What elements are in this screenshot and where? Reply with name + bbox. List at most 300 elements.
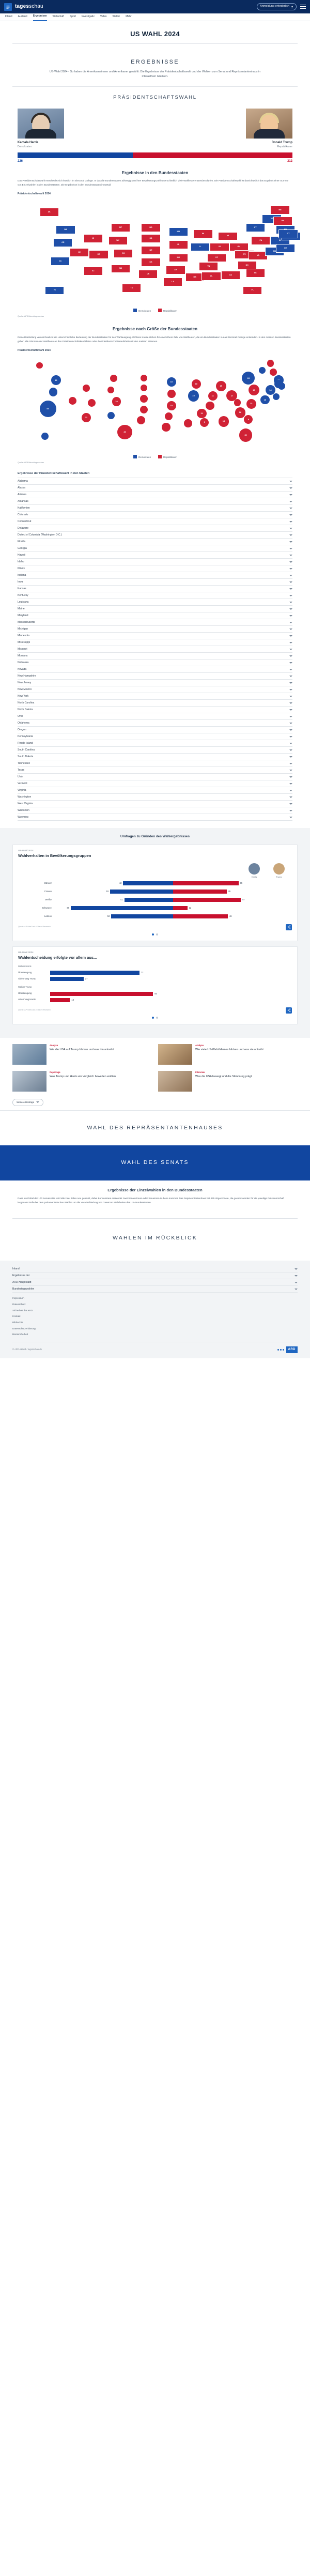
- map-bubble-ny[interactable]: 28: [242, 372, 255, 385]
- state-accordion-label: Washington: [18, 795, 32, 799]
- teaser-item[interactable]: [158, 1044, 298, 1065]
- poll-bar-row: [18, 880, 292, 887]
- card1-carousel-dots[interactable]: [18, 933, 292, 936]
- map-bubble-ms[interactable]: [184, 419, 192, 427]
- footer-link[interactable]: Barrierefreiheit: [12, 1333, 28, 1336]
- poll-bar-row: [18, 991, 292, 997]
- map-bubble-de[interactable]: [273, 393, 280, 400]
- map-bubble-az[interactable]: 11: [82, 413, 91, 422]
- state-accordion-item[interactable]: [18, 814, 292, 821]
- page-title: US WAHL 2024: [130, 30, 180, 38]
- state-accordion-label: Kalifornien: [18, 506, 30, 510]
- map-state-oh[interactable]: OH: [229, 243, 249, 252]
- card2-group2-rows: [18, 991, 292, 1003]
- map-state-mt[interactable]: MT: [111, 223, 130, 232]
- page-title-block: [0, 21, 310, 49]
- map-bubble-nc[interactable]: 16: [235, 407, 246, 418]
- map-state-ga[interactable]: GA: [221, 271, 240, 280]
- map-state-ms[interactable]: MS: [185, 273, 205, 282]
- teaser-thumbnail: [12, 1044, 47, 1065]
- map1-caption: Präsidentschaftswahl 2024: [18, 192, 51, 196]
- chevron-down-icon: [289, 676, 292, 677]
- map-bubble-hi[interactable]: [41, 433, 49, 440]
- teaser-row: [12, 1071, 298, 1092]
- map-state-wa[interactable]: WA: [56, 225, 75, 234]
- top-bar-right: [257, 3, 306, 10]
- map-bubble-sc[interactable]: 9: [244, 415, 253, 424]
- state-accordion-label: Minnesota: [18, 634, 30, 637]
- map-state-nh[interactable]: NH: [273, 217, 292, 225]
- nav-item-sport[interactable]: Sport: [69, 15, 76, 19]
- poll-bar-dem: [71, 906, 173, 910]
- chevron-down-icon: [289, 534, 292, 536]
- map-state-wv[interactable]: WV: [235, 250, 254, 259]
- state-accordion-item[interactable]: [18, 673, 292, 680]
- state-accordion-item[interactable]: [18, 572, 292, 579]
- senate-section-heading: WAHL DES SENATS: [0, 1145, 310, 1180]
- map-bubble-mi[interactable]: 15: [216, 381, 226, 391]
- footer-accordion-item[interactable]: [12, 1272, 298, 1279]
- poll-row-label: Latinos: [44, 915, 52, 918]
- state-accordion-item[interactable]: [18, 713, 292, 720]
- footer-link[interactable]: Sicherheit der ARD: [12, 1309, 33, 1312]
- map-bubble-pa[interactable]: 19: [249, 385, 260, 396]
- state-accordion-label: Utah: [18, 775, 23, 778]
- map-section-states: [0, 164, 310, 320]
- states-accordion: [18, 478, 292, 821]
- poll-value-dem: 42: [119, 882, 122, 885]
- state-accordion-item[interactable]: [18, 606, 292, 612]
- poll-bar-rep: [173, 914, 228, 918]
- candidate-name: Donald Trump: [271, 141, 292, 144]
- state-accordion-label: Colorado: [18, 513, 28, 516]
- map-state-ak[interactable]: AK: [40, 208, 59, 217]
- chevron-down-icon: [289, 608, 292, 610]
- state-accordion-item[interactable]: [18, 680, 292, 686]
- teaser-title: Was die USA bewegt und die Stimmung prägt: [195, 1075, 252, 1078]
- map-bubble-nm[interactable]: [107, 412, 115, 420]
- card2-group1-rows: [18, 970, 292, 982]
- state-accordion-item[interactable]: [18, 794, 292, 801]
- state-accordion-label: Nebraska: [18, 661, 29, 664]
- footer-link[interactable]: Datenschutzerklärung: [12, 1327, 36, 1330]
- ard-logo[interactable]: [277, 1346, 298, 1353]
- column-head-harris: Harris: [247, 863, 261, 879]
- teaser-item[interactable]: [12, 1044, 152, 1065]
- chevron-down-icon: [289, 682, 292, 684]
- map-state-ia[interactable]: IA: [169, 240, 188, 249]
- poll-bar-row: [18, 997, 292, 1003]
- chevron-down-icon: [289, 555, 292, 556]
- candidate-name: Kamala Harris: [18, 141, 39, 144]
- house-section-heading: WAHL DES REPRÄSENTANTENHAUSES: [0, 1110, 310, 1145]
- state-accordion-label: Iowa: [18, 580, 23, 584]
- map-state-md[interactable]: MD: [265, 247, 284, 256]
- map-bubble-sd[interactable]: [141, 385, 147, 391]
- state-accordion-item[interactable]: [18, 754, 292, 760]
- footer-link[interactable]: Datenschutz: [12, 1302, 26, 1306]
- legend-dem: Demokraten: [133, 455, 151, 459]
- state-accordion-item[interactable]: [18, 653, 292, 660]
- map1-source: Quelle: AP/Edison/tagesschau: [18, 315, 44, 317]
- map-state-vt[interactable]: VT: [262, 214, 281, 223]
- login-pill[interactable]: [257, 3, 297, 10]
- map-state-il[interactable]: IL: [191, 243, 210, 252]
- state-accordion-item[interactable]: [18, 639, 292, 646]
- map-state-ar[interactable]: AR: [166, 266, 185, 274]
- electoral-bar: [18, 152, 292, 158]
- map-bubble-ut[interactable]: [88, 399, 96, 407]
- state-accordion-item[interactable]: [18, 633, 292, 639]
- poll-value-rep: 46: [229, 915, 232, 918]
- state-accordion-item[interactable]: [18, 801, 292, 807]
- chevron-down-icon: [289, 817, 292, 818]
- state-accordion-item[interactable]: [18, 780, 292, 787]
- state-accordion-item[interactable]: [18, 559, 292, 565]
- map-state-mi[interactable]: MI: [218, 232, 237, 241]
- state-accordion-item[interactable]: [18, 532, 292, 539]
- map-state-wy[interactable]: WY: [109, 236, 128, 245]
- chevron-down-icon: [289, 615, 292, 617]
- map-state-or[interactable]: OR: [53, 238, 72, 247]
- state-accordion-label: Connecticut: [18, 519, 32, 523]
- chevron-down-icon: [289, 790, 292, 791]
- nav-item-wirtschaft[interactable]: Wirtschaft: [52, 15, 64, 19]
- presidential-heading: PRÄSIDENTSCHAFTSWAHL: [113, 95, 197, 101]
- map-state-ca[interactable]: CA: [51, 257, 70, 266]
- map-state-ne[interactable]: NE: [141, 246, 160, 255]
- map-bubble-mt[interactable]: [110, 375, 117, 382]
- nav-item-mehr[interactable]: Mehr: [126, 15, 132, 19]
- map-bubble-ne[interactable]: [140, 395, 148, 403]
- map-bubble-tx[interactable]: 40: [117, 425, 132, 440]
- state-accordion-item[interactable]: [18, 525, 292, 532]
- share-icon[interactable]: [286, 924, 292, 930]
- chevron-down-icon: [289, 575, 292, 576]
- poll-bar-dem: [125, 898, 173, 902]
- map-state-wi[interactable]: WI: [193, 229, 212, 238]
- card2-footer: [18, 1007, 292, 1014]
- map-bubble-md[interactable]: 10: [260, 395, 270, 405]
- chevron-down-icon: [289, 696, 292, 697]
- chevron-down-icon: [289, 770, 292, 771]
- title-divider: [12, 43, 298, 44]
- state-accordion-item[interactable]: [18, 612, 292, 619]
- nav-item-investigativ[interactable]: Investigativ: [81, 15, 95, 19]
- chevron-down-icon: [289, 602, 292, 603]
- map-bubble-ca[interactable]: 54: [40, 401, 56, 417]
- state-accordion-item[interactable]: [18, 478, 292, 485]
- state-accordion-label: Louisiana: [18, 600, 29, 604]
- state-accordion-label: Nevada: [18, 667, 27, 671]
- state-accordion-item[interactable]: [18, 518, 292, 525]
- state-accordion-label: District of Columbia (Washington D.C.): [18, 533, 62, 536]
- results-heading: ERGEBNISSE: [131, 58, 179, 65]
- footer-item-label: Inland: [12, 1267, 20, 1270]
- map-state-nm[interactable]: NM: [111, 265, 130, 273]
- chevron-down-icon: [289, 595, 292, 596]
- nav-item-inland[interactable]: Inland: [5, 15, 12, 19]
- state-accordion-item[interactable]: [18, 747, 292, 754]
- state-accordion-item[interactable]: [18, 693, 292, 700]
- state-accordion-item[interactable]: [18, 660, 292, 666]
- state-accordion-item[interactable]: [18, 545, 292, 552]
- state-accordion-item[interactable]: [18, 720, 292, 727]
- footer-link[interactable]: Bildrechte: [12, 1321, 23, 1324]
- map-bubble-ks[interactable]: [140, 406, 148, 413]
- nav-item-wetter[interactable]: Wetter: [112, 15, 120, 19]
- map-bubble-il[interactable]: 19: [188, 390, 199, 402]
- map2-source: Quelle: AP/Edison/tagesschau: [18, 461, 44, 464]
- state-accordion-label: Wyoming: [18, 815, 28, 819]
- poll-value-dem: 86: [67, 907, 70, 910]
- map-bubble-ok[interactable]: [137, 416, 145, 424]
- poll-bar-dem: [123, 881, 173, 885]
- teaser-kicker: Interview: [195, 1070, 205, 1074]
- map-state-la[interactable]: LA: [163, 278, 182, 286]
- map-state-nv[interactable]: NV: [70, 248, 89, 257]
- state-accordion-item[interactable]: [18, 727, 292, 733]
- map-state-ks[interactable]: KS: [141, 258, 160, 267]
- footer-accordion-item[interactable]: [12, 1286, 298, 1293]
- state-accordion-item[interactable]: [18, 492, 292, 498]
- map-state-ok[interactable]: OK: [138, 270, 158, 279]
- nav-item-ausland[interactable]: Ausland: [18, 15, 27, 19]
- map2-heading: Ergebnisse nach Größe der Bundesstaaten: [112, 327, 198, 332]
- hamburger-menu-icon[interactable]: [300, 5, 306, 9]
- state-accordion-item[interactable]: [18, 700, 292, 707]
- chevron-down-icon: [289, 588, 292, 590]
- state-accordion-item[interactable]: [18, 505, 292, 512]
- us-bubble-map[interactable]: [18, 354, 292, 452]
- map-bubble-wa[interactable]: 12: [51, 375, 61, 385]
- chevron-down-icon: [289, 796, 292, 798]
- map-bubble-ky[interactable]: [206, 402, 214, 410]
- state-accordion-item[interactable]: [18, 686, 292, 693]
- map-state-sc[interactable]: SC: [246, 269, 265, 278]
- map-bubble-nh[interactable]: [270, 369, 277, 376]
- legend-rep: Republikaner: [158, 309, 177, 313]
- chevron-down-icon: [289, 568, 292, 570]
- state-accordion-item[interactable]: [18, 599, 292, 606]
- map-state-nd[interactable]: ND: [141, 223, 160, 232]
- more-articles-button[interactable]: [12, 1099, 43, 1107]
- state-accordion-label: Alabama: [18, 479, 28, 483]
- chevron-down-icon: [289, 689, 292, 691]
- card2-source: Quelle: AP VoteCast / Edison Research: [18, 1008, 51, 1011]
- state-accordion-item[interactable]: [18, 707, 292, 713]
- us-states-map[interactable]: [18, 197, 292, 305]
- state-accordion-item[interactable]: [18, 592, 292, 599]
- tagesschau-logo-icon[interactable]: [4, 3, 12, 11]
- map-state-mn[interactable]: MN: [169, 227, 188, 236]
- map-state-va[interactable]: VA: [249, 251, 268, 260]
- electoral-bar-dem: [18, 152, 133, 158]
- poll-row-label: Schwarze: [41, 907, 52, 910]
- state-accordion-item[interactable]: [18, 787, 292, 794]
- map-state-co[interactable]: CO: [114, 249, 133, 258]
- footer-item-label: ARD-Hauptstadt: [12, 1280, 32, 1284]
- footer-accordion-item[interactable]: [12, 1279, 298, 1286]
- state-accordion-label: Massachusetts: [18, 620, 35, 624]
- poll-value: 72: [141, 971, 144, 974]
- map-bubble-wi[interactable]: 10: [192, 379, 201, 389]
- brand-thin: schau: [29, 3, 43, 9]
- map-bubble-la[interactable]: [162, 423, 171, 432]
- map-bubble-co[interactable]: 10: [112, 397, 121, 406]
- map-state-az[interactable]: AZ: [84, 267, 103, 275]
- map-bubble-mn[interactable]: 10: [167, 377, 176, 387]
- map-bubble-al[interactable]: 9: [200, 418, 209, 427]
- map-state-hi[interactable]: HI: [45, 286, 64, 295]
- state-accordion-item[interactable]: [18, 619, 292, 626]
- poll-bar-rep: [173, 898, 241, 902]
- state-accordion-item[interactable]: [18, 539, 292, 545]
- map-state-fl[interactable]: FL: [243, 286, 262, 295]
- map-bubble-nd[interactable]: [141, 375, 147, 381]
- state-accordion-item[interactable]: [18, 646, 292, 653]
- map-state-ut[interactable]: UT: [89, 250, 108, 259]
- map-bubble-nj[interactable]: 14: [266, 385, 276, 395]
- map-state-tn[interactable]: TN: [199, 262, 218, 271]
- map-bubble-va[interactable]: 13: [246, 399, 256, 409]
- card2-title: Wahlentscheidung erfolgte vor allem aus...: [18, 955, 97, 960]
- teaser-section: [0, 1038, 310, 1111]
- state-accordion-item[interactable]: [18, 626, 292, 633]
- state-accordion-item[interactable]: [18, 767, 292, 774]
- footer-link[interactable]: Impressum: [12, 1297, 24, 1300]
- footer-item-label: Ergebnisse der: [12, 1274, 30, 1277]
- card2-group2-label: Wähler Trump: [18, 986, 32, 989]
- footer-link[interactable]: Kontakt: [12, 1315, 21, 1318]
- map-state-mo[interactable]: MO: [169, 254, 188, 263]
- chevron-down-icon: [289, 716, 292, 717]
- map-state-id[interactable]: ID: [84, 234, 103, 243]
- poll-row-label: Überzeugung: [18, 992, 32, 995]
- poll-bar-row: [18, 897, 292, 903]
- chevron-down-icon: [289, 561, 292, 563]
- map-bubble-id[interactable]: [83, 385, 90, 392]
- state-accordion-label: New Hampshire: [18, 674, 36, 678]
- teaser-title: Wie die USA auf Trump blicken und was ihn antreibt: [50, 1048, 114, 1051]
- map-bubble-ga[interactable]: 16: [219, 416, 229, 427]
- map-state-de[interactable]: DE: [276, 244, 295, 253]
- state-accordion-item[interactable]: [18, 774, 292, 780]
- poll-value-rep: 45: [228, 890, 231, 893]
- main-navigation: [0, 13, 310, 21]
- state-accordion-item[interactable]: [18, 565, 292, 572]
- teaser-item[interactable]: [12, 1071, 152, 1092]
- map-bubble-ia[interactable]: [167, 390, 175, 397]
- state-accordion-item[interactable]: [18, 498, 292, 505]
- state-accordion-item[interactable]: [18, 760, 292, 767]
- map-state-nc[interactable]: NC: [238, 261, 257, 270]
- nav-item-video[interactable]: Video: [100, 15, 107, 19]
- teaser-kicker: Analyse: [195, 1044, 204, 1047]
- state-accordion-item[interactable]: [18, 552, 292, 559]
- map-state-in[interactable]: IN: [210, 243, 229, 252]
- map-state-ny[interactable]: NY: [246, 223, 265, 232]
- state-accordion-item[interactable]: [18, 586, 292, 592]
- card2-kicker: US-Wahl 2024: [18, 950, 34, 954]
- state-accordion-item[interactable]: [18, 512, 292, 518]
- poll-card-motivation: [12, 946, 298, 1024]
- poll-bar: [50, 992, 153, 996]
- map-state-pa[interactable]: PA: [251, 236, 270, 245]
- poll-value: 83: [154, 992, 157, 995]
- state-accordion-label: Idaho: [18, 560, 24, 563]
- map-bubble-in[interactable]: 11: [208, 391, 218, 401]
- chevron-down-icon: [289, 736, 292, 738]
- state-accordion-item[interactable]: [18, 733, 292, 740]
- map-bubble-oh[interactable]: 17: [226, 390, 237, 401]
- state-accordion-item[interactable]: [18, 740, 292, 747]
- map-bubble-wv[interactable]: [234, 399, 241, 406]
- poll-row-label: Männer: [44, 882, 52, 885]
- candidate-photo: [246, 109, 292, 139]
- teaser-title: Was Trump und Harris ein Vergleich bewerten wollten: [50, 1075, 116, 1078]
- state-accordion-item[interactable]: [18, 579, 292, 586]
- teaser-row: [12, 1044, 298, 1065]
- state-accordion-label: Oregon: [18, 728, 26, 731]
- card2-carousel-dots[interactable]: [18, 1017, 292, 1019]
- map-bubble-fl[interactable]: 30: [239, 428, 253, 442]
- poll-bar-rep: [173, 890, 227, 894]
- state-accordion-label: Ohio: [18, 714, 23, 718]
- map-state-sd[interactable]: SD: [141, 234, 160, 243]
- chevron-down-icon: [289, 622, 292, 623]
- map-bubble-me[interactable]: [267, 360, 274, 367]
- map-state-al[interactable]: AL: [202, 272, 221, 281]
- map-bubble-ak[interactable]: [36, 362, 43, 369]
- chevron-down-icon: [289, 501, 292, 502]
- chevron-down-icon: [295, 1275, 298, 1277]
- map-bubble-ar[interactable]: [165, 412, 173, 420]
- map-state-tx[interactable]: TX: [122, 284, 141, 293]
- top-bar: [0, 0, 310, 13]
- footer-accordion-item[interactable]: [12, 1266, 298, 1272]
- map-state-ky[interactable]: KY: [207, 254, 226, 263]
- state-accordion-item[interactable]: [18, 485, 292, 492]
- map-bubble-or[interactable]: [49, 388, 58, 396]
- map-bubble-nv[interactable]: [69, 397, 76, 405]
- state-accordion-label: Oklahoma: [18, 721, 29, 725]
- teaser-item[interactable]: [158, 1071, 298, 1092]
- map-bubble-mo[interactable]: 10: [167, 401, 176, 410]
- map-bubble-tn[interactable]: 11: [197, 409, 206, 418]
- map-state-ct[interactable]: CT: [278, 229, 298, 238]
- nav-item-ergebnisse[interactable]: Ergebnisse: [33, 13, 47, 21]
- map-state-nj[interactable]: NJ: [270, 236, 289, 245]
- state-accordion-item[interactable]: [18, 807, 292, 814]
- state-accordion-label: Arizona: [18, 493, 26, 496]
- brand-logo[interactable]: [15, 3, 43, 11]
- candidates-row: [0, 105, 310, 149]
- state-accordion-item[interactable]: [18, 666, 292, 673]
- map-state-me[interactable]: ME: [270, 206, 289, 214]
- state-accordion-label: South Carolina: [18, 748, 35, 752]
- share-icon[interactable]: [286, 1007, 292, 1014]
- map-bubble-wy[interactable]: [107, 387, 114, 393]
- map-bubble-vt[interactable]: [259, 367, 266, 374]
- map-section-bubbles: [0, 320, 310, 466]
- state-accordion-label: Indiana: [18, 573, 26, 577]
- state-accordion-label: Vermont: [18, 781, 27, 785]
- poll-value-dem: 41: [120, 898, 123, 901]
- electoral-bar-rep: [133, 152, 292, 158]
- card1-source: Quelle: AP VoteCast / Edison Research: [18, 926, 51, 928]
- poll-bar-row: [18, 913, 292, 920]
